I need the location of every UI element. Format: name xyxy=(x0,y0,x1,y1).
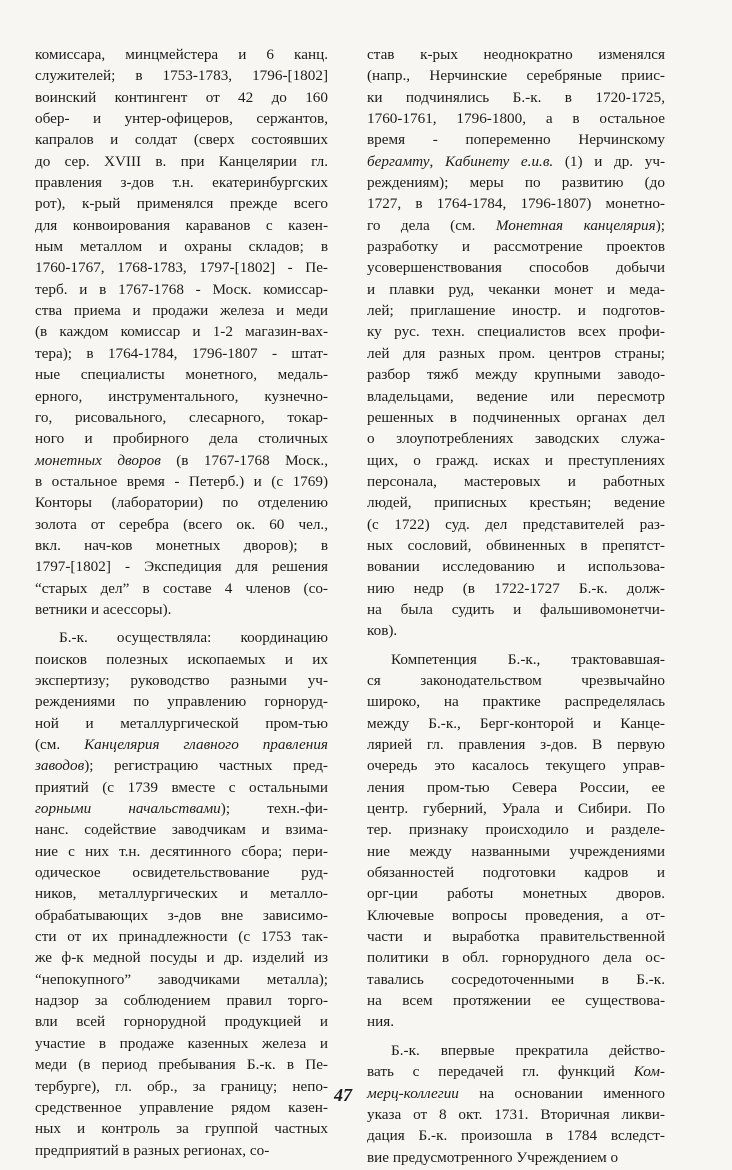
text-line: людей, приписных крестьян; ведение xyxy=(367,494,665,512)
text-line: тавались сосредоточенными в Б.-к. xyxy=(367,970,665,988)
text-line: Б.-к. впервые прекратила действо- xyxy=(391,1041,665,1059)
text-line: вовании исследованию и использова- xyxy=(367,558,665,576)
paragraph xyxy=(35,627,328,1161)
text-line: 1727, в 1764-1784, 1796-1807) монетно- xyxy=(367,195,665,213)
text-line: служителей; в 1753-1783, 1796-[1802] xyxy=(35,67,328,85)
text-line: тера); в 1764-1784, 1796-1807 - штат- xyxy=(35,344,328,362)
text-line: тер. признаку происходило и разделе- xyxy=(367,821,665,839)
text-line: ку рус. техн. специалистов всех профи- xyxy=(367,323,665,341)
left-column xyxy=(35,44,328,1161)
text-line: капралов и солдат (сверх состоявших xyxy=(35,131,328,149)
text-line: (с 1722) суд. дел представителей раз- xyxy=(367,515,665,533)
text-line: ные специалисты монетного, медаль- xyxy=(35,366,328,384)
text-line: ки подчинялись Б.-к. в 1720-1725, xyxy=(367,88,665,106)
text-line: сти от их принадлежности (с 1753 так- xyxy=(35,928,328,946)
text-line: широко, на практике распределялась xyxy=(367,693,665,711)
text-line: ние с них т.н. десятинного сбора; пери- xyxy=(35,842,328,860)
text-line: “непокупного” заводчиками металла); xyxy=(35,970,328,988)
right-column xyxy=(367,44,665,1168)
text-line: (в каждом комиссар и 1-2 магазин-вах- xyxy=(35,323,328,341)
text-line: ных и контроль за группой частных xyxy=(35,1120,328,1138)
text-line: обер- и унтер-офицеров, сержантов, xyxy=(35,110,328,128)
text-line: ления пром-тью Севера России, ее xyxy=(367,778,665,796)
text-line: предприятий в разных регионах, со- xyxy=(35,1141,270,1159)
text-line: ветники и асессоры). xyxy=(35,600,172,618)
text-line: ства приема и продажи железа и меди xyxy=(35,302,328,320)
text-line: обрабатывающих з-дов вне зависимо- xyxy=(35,906,328,924)
text-line: го дела (см. Монетная канцелярия); xyxy=(367,216,665,234)
text-line: нанс. содействие заводчикам и взима- xyxy=(35,821,328,839)
text-line: ерного, инструментального, кузнечно- xyxy=(35,387,328,405)
text-line: го, рисовального, слесарного, токар- xyxy=(35,408,328,426)
text-line: между Б.-к., Берг-конторой и Канце- xyxy=(367,714,665,732)
text-line: монетных дворов (в 1767-1768 Моск., xyxy=(35,451,328,469)
text-line: одическое освидетельствование руд- xyxy=(35,864,328,882)
text-line: заводов); регистрацию частных пред- xyxy=(35,757,328,775)
text-line: усовершенствования способов добычи xyxy=(367,259,665,277)
text-line: Конторы (лаборатории) по отделению xyxy=(35,494,328,512)
page-number: 47 xyxy=(334,1085,352,1105)
text-line: владельцами, ведение или пересмотр xyxy=(367,387,665,405)
text-line: разбор тяжб между крупными заводо- xyxy=(367,366,665,384)
text-line: время - попеременно Нерчинскому xyxy=(367,131,665,149)
text-line: ных сословий, обвиненных в препятст- xyxy=(367,536,665,554)
paragraph xyxy=(35,44,328,620)
text-line: став к-рых неоднократно изменялся xyxy=(367,46,665,63)
text-line: экспертизу; руководство разными уч- xyxy=(35,671,328,689)
text-line: меди (в период пребывания Б.-к. в Пе- xyxy=(35,1056,328,1074)
text-line: 1760-1761, 1796-1800, а в остальное xyxy=(367,110,665,128)
text-line: лей; приглашение иностр. и подготов- xyxy=(367,302,665,320)
text-line: дация Б.-к. произошла в 1784 вследст- xyxy=(367,1127,665,1145)
text-line: решенных в подчиненных органах дел xyxy=(367,408,665,426)
text-line: бергамту, Кабинету е.и.в. (1) и др. уч- xyxy=(367,152,666,170)
text-line: на была судить и фальшивомонетчи- xyxy=(367,600,665,618)
text-line: очередь это касалось текущего управ- xyxy=(367,757,665,775)
text-line: 1760-1767, 1768-1783, 1797-[1802] - Пе- xyxy=(35,259,328,277)
text-line: реждениям); меры по развитию (до xyxy=(367,174,665,192)
text-line: воинский контингент от 42 до 160 xyxy=(35,88,328,106)
text-line: надзор за соблюдением правил торго- xyxy=(35,992,328,1010)
text-line: средственное управление рядом казен- xyxy=(35,1098,328,1116)
text-line: политики в обл. горнорудного дела ос- xyxy=(367,949,665,967)
text-line: до сер. XVIII в. при Канцелярии гл. xyxy=(35,152,328,170)
text-line: лей для разных пром. центров страны; xyxy=(367,344,665,362)
text-line: персонала, мастеровых и работных xyxy=(367,472,665,490)
text-line: ной и металлургической пром-тью xyxy=(35,714,328,732)
text-line: указа от 8 окт. 1731. Вторичная ликви- xyxy=(367,1105,665,1123)
text-line: ние между названными учреждениями xyxy=(367,842,665,860)
text-line: разработку и рассмотрение проектов xyxy=(367,238,665,256)
text-line: Ключевые вопросы проведения, а от- xyxy=(367,906,665,924)
text-line: обязанностей подготовки кадров и xyxy=(367,864,665,882)
text-line: ков). xyxy=(367,622,398,640)
text-line: приятий (с 1739 вместе с остальными xyxy=(35,778,328,796)
text-line: Б.-к. осуществляла: координацию xyxy=(59,629,328,647)
text-line: поисков полезных ископаемых и их xyxy=(35,650,328,668)
text-line: на всем протяжении ее существова- xyxy=(367,992,665,1010)
text-line: горными начальствами); техн.-фи- xyxy=(35,800,328,818)
text-line: тербурге), гл. обр., за границу; непо- xyxy=(35,1077,328,1095)
text-line: Компетенция Б.-к., трактовавшая- xyxy=(391,650,665,668)
text-line: рот), к-рый применялся прежде всего xyxy=(35,195,328,213)
text-line: лярией гл. правления з-дов. В первую xyxy=(367,736,665,753)
text-line: мерц-коллегии на основании именного xyxy=(367,1084,665,1102)
text-line: 1797-[1802] - Экспедиция для решения xyxy=(35,558,328,576)
text-line: же ф-к медной посуды и др. изделий из xyxy=(35,949,328,967)
text-line: нию недр (в 1722-1727 Б.-к. долж- xyxy=(367,579,665,597)
text-line: ного и пробирного дела столичных xyxy=(35,430,328,448)
text-line: щих, о гражд. исках и преступлениях xyxy=(367,451,665,469)
text-line: ся законодательством чрезвычайно xyxy=(367,671,665,689)
paragraph xyxy=(367,649,665,1033)
text-line: (напр., Нерчинские серебряные прииc- xyxy=(367,67,665,85)
text-line: правления з-дов т.н. екатеринбургских xyxy=(35,174,328,192)
text-line: вие предусмотренного Учреждением о xyxy=(367,1148,619,1166)
text-line: вли всей горнорудной продукцией и xyxy=(35,1013,328,1031)
text-line: ния. xyxy=(367,1013,395,1031)
text-line: терб. и в 1767-1768 - Моск. комиссар- xyxy=(35,280,328,298)
paragraph xyxy=(367,1040,665,1168)
text-line: и плавки руд, чеканки монет и меда- xyxy=(367,280,665,298)
text-line: комиссара, минцмейстера и 6 канц. xyxy=(35,46,328,63)
text-line: орг-ции работы монетных дворов. xyxy=(367,885,665,903)
text-line: ным металлом и охраны складов; в xyxy=(35,238,328,256)
text-line: для конвоирования караванов с казен- xyxy=(35,216,328,234)
text-line: части и выработка правительственной xyxy=(367,928,665,946)
text-line: ников, металлургических и металло- xyxy=(35,885,328,903)
text-line: участие в продаже казенных железа и xyxy=(35,1034,328,1052)
text-line: (см. Канцелярия главного правления xyxy=(35,736,328,753)
text-line: золота от серебра (всего ок. 60 чел., xyxy=(35,515,328,533)
text-line: реждениями по управлению горноруд- xyxy=(35,693,328,711)
text-line: вать с передачей гл. функций Ком- xyxy=(367,1063,665,1081)
text-line: “старых дел” в составе 4 членов (со- xyxy=(35,579,328,597)
text-line: в остальное время - Петерб.) и (с 1769) xyxy=(35,472,328,490)
paragraph xyxy=(367,44,665,642)
text-line: центр. губерний, Урала и Сибири. По xyxy=(367,800,665,818)
text-line: вкл. нач-ков монетных дворов); в xyxy=(35,536,328,554)
text-line: о злоупотреблениях заводских служа- xyxy=(367,430,665,448)
